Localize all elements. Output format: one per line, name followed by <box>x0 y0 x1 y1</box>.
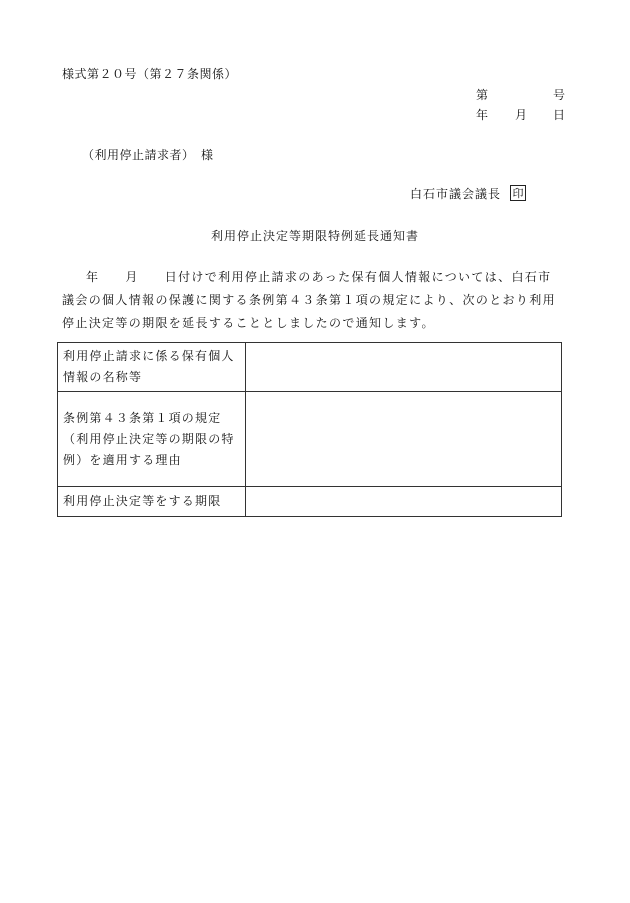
date-month-label: 月 <box>515 108 528 122</box>
form-number: 様式第２０号（第２７条関係） <box>62 67 238 81</box>
date-year-label: 年 <box>476 108 489 122</box>
table-value-cell[interactable] <box>246 343 562 392</box>
table-value-cell[interactable] <box>246 487 562 517</box>
row-label-target-info: 利用停止請求に係る保有個人情報の名称等 <box>63 349 235 384</box>
body-month-label: 月 <box>125 270 139 284</box>
table-label-cell <box>58 392 246 487</box>
sender-name: 白石市議会議長 <box>410 187 502 201</box>
table-label-cell <box>58 343 246 392</box>
document-number-suffix: 号 <box>553 88 566 102</box>
table-row <box>58 487 562 517</box>
body-text: 日付けで利用停止請求のあった保有個人情報については、白石市議会の個人情報の保護に関する条例第４３条第１項の規定により、次のとおり利用停止決定等の期限を延長することとしましたので通知します。 <box>62 270 556 330</box>
date-day-label: 日 <box>553 108 566 122</box>
table-label-cell <box>58 487 246 517</box>
document-title: 利用停止決定等期限特例延長通知書 <box>210 229 419 243</box>
info-table <box>57 342 562 517</box>
row-label-reason: 条例第４３条第１項の規定（利用停止決定等の期限の特例）を適用する理由 <box>63 410 235 467</box>
table-row <box>58 343 562 392</box>
table-row <box>58 392 562 487</box>
table-value-cell[interactable] <box>246 392 562 487</box>
body-year-label: 年 <box>86 270 100 284</box>
body-paragraph <box>62 266 562 335</box>
row-label-deadline: 利用停止決定等をする期限 <box>63 494 222 508</box>
addressee: （利用停止請求者） 様 <box>82 148 214 162</box>
document-number-prefix: 第 <box>476 88 489 102</box>
seal-stamp: 印 <box>510 185 526 201</box>
